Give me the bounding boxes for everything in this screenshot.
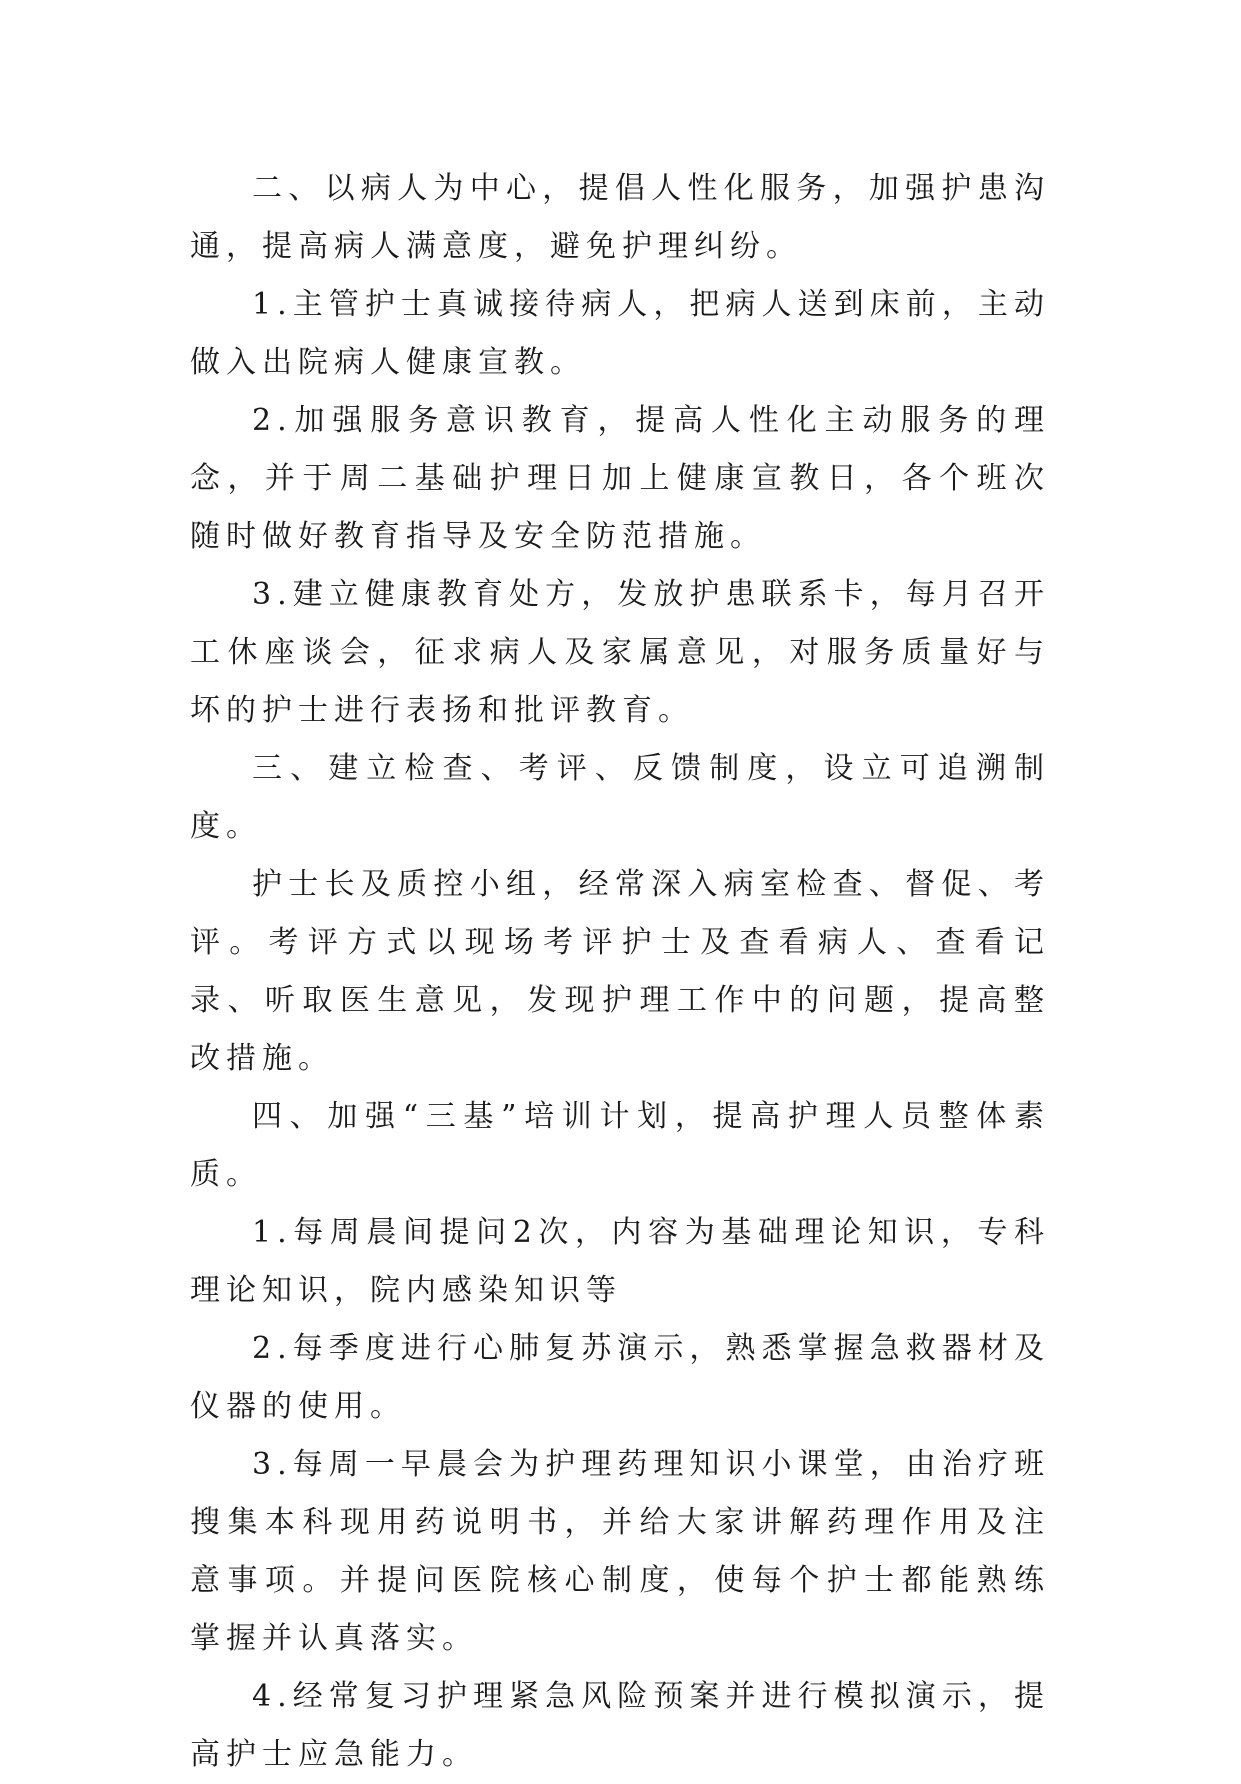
document-body — [190, 160, 1050, 1784]
list-item: 1.主管护士真诚接待病人，把病人送到床前，主动做入出院病人健康宣教。 — [190, 287, 1050, 380]
section-heading-2: 二、以病人为中心，提倡人性化服务，加强护患沟通，提高病人满意度，避免护理纠纷。 — [190, 171, 1050, 264]
list-item: 1.每周晨间提问2次，内容为基础理论知识，专科理论知识，院内感染知识等 — [190, 1215, 1050, 1308]
list-item: 3.每周一早晨会为护理药理知识小课堂，由治疗班搜集本科现用药说明书，并给大家讲解药理作用及注意事项。并提问医院核心制度，使每个护士都能熟练掌握并认真落实。 — [190, 1447, 1050, 1656]
list-item: 4.经常复习护理紧急风险预案并进行模拟演示，提高护士应急能力。 — [190, 1679, 1050, 1772]
list-item: 2.每季度进行心肺复苏演示，熟悉掌握急救器材及仪器的使用。 — [190, 1331, 1050, 1424]
list-item: 3.建立健康教育处方，发放护患联系卡，每月召开工休座谈会，征求病人及家属意见，对服务质量好与坏的护士进行表扬和批评教育。 — [190, 577, 1050, 728]
section-heading-4: 四、加强“三基”培训计划，提高护理人员整体素质。 — [190, 1099, 1050, 1192]
body-paragraph: 护士长及质控小组，经常深入病室检查、督促、考评。考评方式以现场考评护士及查看病人、查看记录、听取医生意见，发现护理工作中的问题，提高整改措施。 — [190, 867, 1050, 1076]
list-item: 2.加强服务意识教育，提高人性化主动服务的理念，并于周二基础护理日加上健康宣教日，各个班次随时做好教育指导及安全防范措施。 — [190, 403, 1050, 554]
section-heading-3: 三、建立检查、考评、反馈制度，设立可追溯制度。 — [190, 751, 1050, 844]
